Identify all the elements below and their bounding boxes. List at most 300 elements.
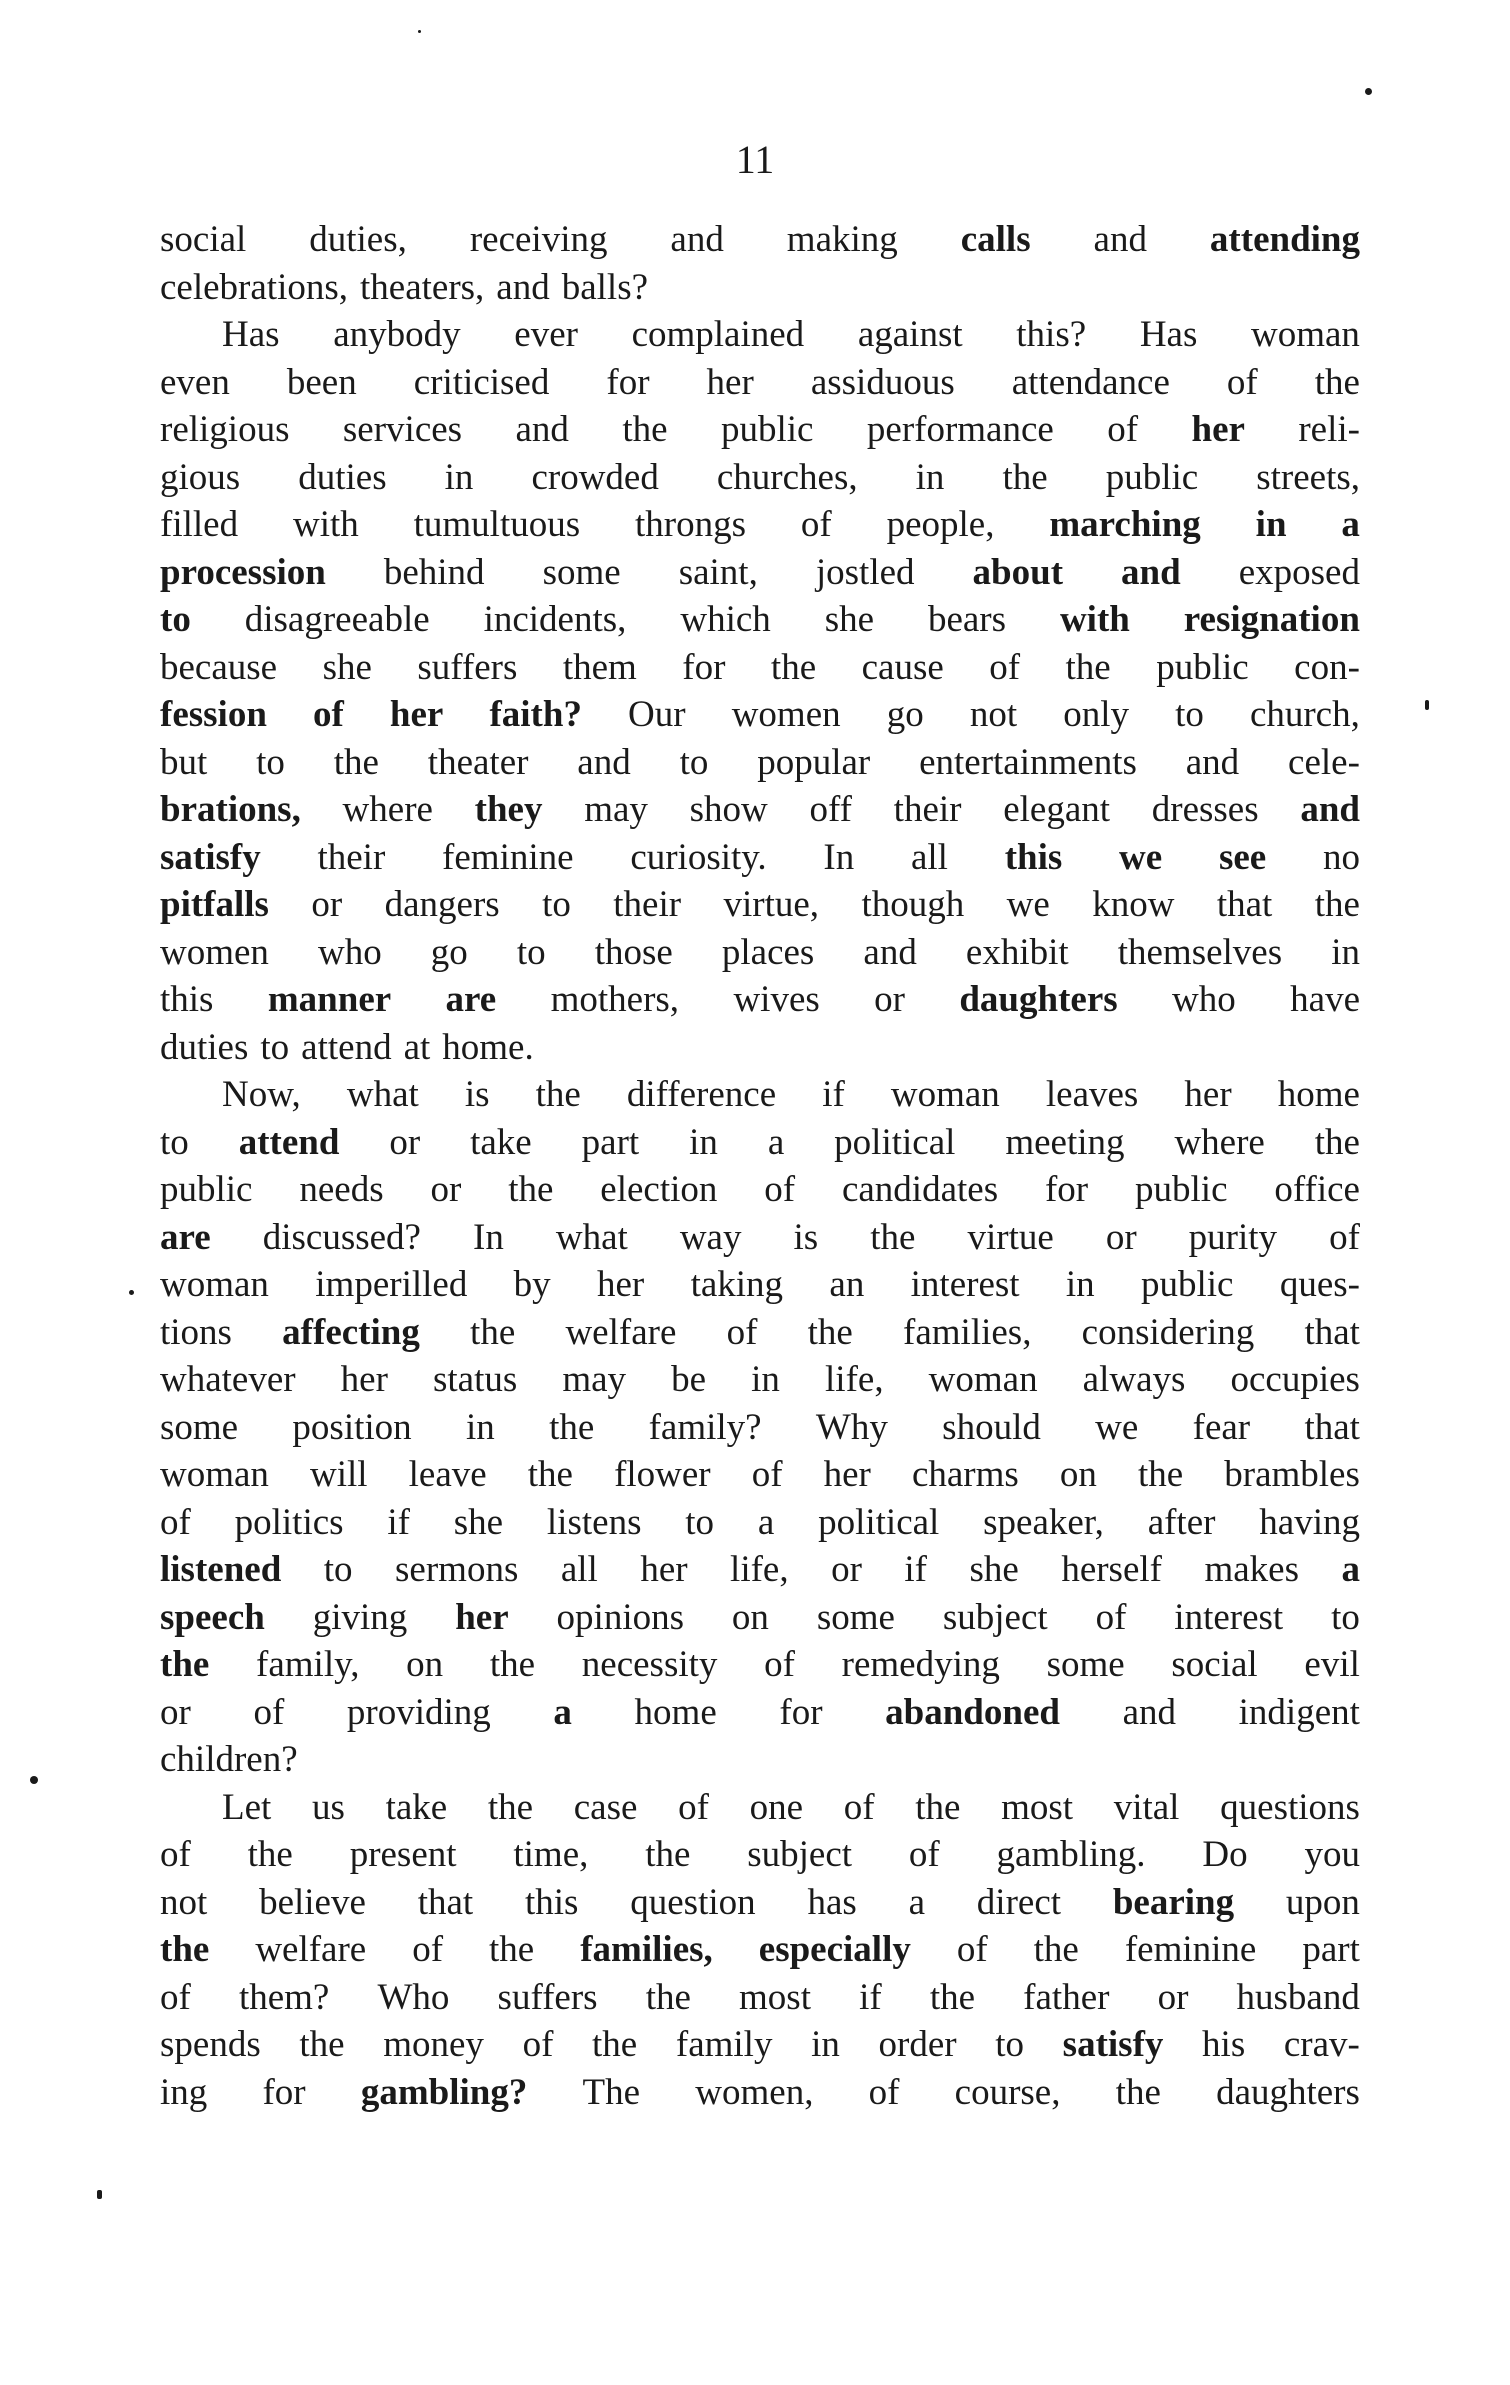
word: women <box>160 931 269 973</box>
word: though <box>861 884 965 925</box>
text-line <box>160 1641 1360 1689</box>
word: ever <box>514 314 578 355</box>
word: opinions <box>556 1596 685 1638</box>
word: her <box>597 1264 645 1305</box>
text-line <box>160 644 1360 692</box>
word: go <box>430 931 468 973</box>
word: most <box>739 1976 811 2018</box>
word: against <box>857 314 963 355</box>
word: know <box>1092 884 1175 925</box>
word: in <box>1255 504 1287 545</box>
text-line <box>160 264 1360 312</box>
word: ques- <box>1279 1264 1360 1305</box>
word: in <box>915 456 945 498</box>
word: criticised <box>413 361 550 403</box>
word: the <box>489 1929 535 1970</box>
word: status <box>433 1359 518 1400</box>
word: has <box>807 1881 857 1923</box>
word: office <box>1274 1169 1360 1210</box>
word: order <box>878 2024 957 2065</box>
word: that <box>1304 1406 1360 1448</box>
word: Do <box>1202 1834 1248 1875</box>
word: the <box>1314 361 1360 403</box>
word: Now, <box>222 1074 301 1115</box>
word: brambles <box>1224 1454 1360 1495</box>
word: woman <box>928 1359 1038 1400</box>
word: political <box>834 1121 956 1163</box>
word: the <box>592 2024 638 2065</box>
word: the <box>1065 646 1111 688</box>
word: in <box>811 2024 840 2065</box>
word: interest <box>1174 1596 1284 1638</box>
word: con- <box>1294 646 1360 688</box>
word: on <box>406 1644 444 1685</box>
word: the <box>489 1644 536 1685</box>
word: or <box>160 1691 191 1733</box>
word: and <box>1122 1691 1177 1733</box>
word: on <box>731 1596 769 1638</box>
page-speck <box>1365 88 1372 95</box>
word: welfare <box>565 1311 677 1353</box>
word: the <box>770 646 817 688</box>
word: in <box>1065 1264 1095 1305</box>
word: receiving <box>469 219 608 260</box>
word: of <box>956 1929 988 1970</box>
word: or <box>389 1121 421 1163</box>
word: crav- <box>1283 2024 1360 2065</box>
word: fear <box>1192 1406 1251 1448</box>
word: to <box>516 931 546 973</box>
word: performance <box>866 409 1054 450</box>
word: believe <box>259 1881 366 1923</box>
word: indigent <box>1238 1691 1360 1733</box>
word: for <box>1044 1169 1089 1210</box>
word: we <box>1119 836 1163 878</box>
word: case <box>573 1786 638 1828</box>
text-line <box>160 1879 1360 1927</box>
word: not <box>160 1881 208 1923</box>
word: she <box>969 1549 1019 1590</box>
word: in <box>465 1406 495 1448</box>
word: spends <box>160 2024 261 2065</box>
word: the <box>1002 456 1048 498</box>
word: go <box>886 694 924 735</box>
word: their <box>893 789 962 830</box>
word: public <box>1105 456 1199 498</box>
word: public <box>160 1169 253 1210</box>
word: political <box>818 1501 940 1543</box>
word: present <box>349 1834 457 1875</box>
word: questions <box>1220 1786 1360 1828</box>
word: that <box>1304 1311 1360 1353</box>
word: of <box>160 1976 191 2018</box>
word: us <box>311 1786 345 1828</box>
word: cele- <box>1288 741 1360 783</box>
word: daughters <box>1216 2071 1360 2113</box>
word: home. <box>442 1026 534 1068</box>
word: a <box>553 1691 572 1733</box>
word: or <box>874 979 905 1020</box>
word: remedying <box>841 1644 1000 1685</box>
page-speck <box>97 2190 102 2199</box>
word: if <box>822 1074 845 1115</box>
text-line <box>160 406 1360 454</box>
word: candidates <box>841 1169 999 1210</box>
word: necessity <box>581 1644 718 1685</box>
word: faith? <box>489 694 582 735</box>
text-line <box>160 929 1360 977</box>
word: are <box>445 979 497 1020</box>
text-line <box>160 976 1360 1024</box>
word: are <box>160 1216 211 1258</box>
word: the <box>299 2024 345 2065</box>
word: of <box>678 1786 709 1828</box>
word: tumultuous <box>413 504 581 545</box>
word: filled <box>160 504 239 545</box>
word: gious <box>160 456 241 498</box>
word: jostled <box>815 551 915 593</box>
word: her <box>340 1359 388 1400</box>
word: balls? <box>561 266 649 308</box>
word: show <box>689 789 768 830</box>
word: women, <box>695 2071 814 2113</box>
word: all <box>910 836 948 878</box>
word: that <box>417 1881 474 1923</box>
word: a <box>1341 1549 1360 1590</box>
word: mothers, <box>550 979 680 1020</box>
text-line <box>160 2021 1360 2069</box>
text-line <box>160 739 1360 787</box>
word: woman <box>160 1454 269 1495</box>
word: Who <box>377 1976 450 2018</box>
word: exposed <box>1238 551 1360 593</box>
word: and <box>670 219 724 260</box>
word: entertainments <box>919 741 1137 783</box>
text-line <box>160 1261 1360 1309</box>
word: this <box>1004 836 1063 878</box>
word: difference <box>626 1074 777 1115</box>
word: to <box>995 2024 1025 2065</box>
word: saint, <box>678 551 758 593</box>
word: and <box>1093 219 1147 260</box>
word: of <box>800 504 832 545</box>
word: listened <box>160 1549 282 1590</box>
page-speck <box>1425 700 1429 710</box>
word: to <box>542 884 571 925</box>
word: the <box>870 1216 916 1258</box>
word: dresses <box>1151 789 1259 830</box>
word: woman <box>890 1074 1000 1115</box>
word: behind <box>383 551 485 593</box>
word: only <box>1063 694 1129 735</box>
word: not <box>969 694 1018 735</box>
word: her <box>640 1549 688 1590</box>
word: some <box>816 1596 895 1638</box>
word: them? <box>238 1976 330 2018</box>
word: always <box>1082 1359 1186 1400</box>
word: purity <box>1188 1216 1278 1258</box>
word: and <box>515 409 569 450</box>
text-line <box>160 549 1360 597</box>
word: to <box>679 741 709 783</box>
word: of <box>1095 1596 1127 1638</box>
word: part <box>1302 1929 1360 1970</box>
word: on <box>1059 1454 1097 1495</box>
word: to <box>685 1501 715 1543</box>
word: welfare <box>255 1929 367 1970</box>
word: public <box>1135 1169 1228 1210</box>
word: satisfy <box>1062 2024 1164 2065</box>
text-line <box>160 1546 1360 1594</box>
word: procession <box>160 551 326 593</box>
text-line <box>160 1119 1360 1167</box>
text-line <box>160 216 1360 264</box>
word: what <box>346 1074 419 1115</box>
word: of <box>764 1644 795 1685</box>
word: her <box>823 1454 871 1495</box>
word: the <box>527 1454 573 1495</box>
word: most <box>1001 1786 1074 1828</box>
word: about <box>972 551 1064 593</box>
word: church, <box>1249 694 1360 735</box>
word: of <box>160 1501 191 1543</box>
word: her <box>1184 1074 1232 1115</box>
word: if <box>904 1549 928 1590</box>
word: to <box>256 741 285 783</box>
word: and <box>1185 741 1240 783</box>
word: makes <box>1204 1549 1299 1590</box>
page-speck <box>418 30 421 33</box>
word: time, <box>513 1834 589 1875</box>
word: may <box>562 1359 627 1400</box>
word: Let <box>222 1786 272 1828</box>
text-line <box>160 1594 1360 1642</box>
word: incidents, <box>483 599 627 640</box>
text-line <box>160 1356 1360 1404</box>
text-line <box>160 1499 1360 1547</box>
word: attending <box>1209 219 1360 260</box>
text-line <box>160 2069 1360 2117</box>
word: and <box>863 931 917 973</box>
word: elegant <box>1003 789 1111 830</box>
text-line <box>160 311 1360 359</box>
word: In <box>473 1216 504 1258</box>
word: off <box>809 789 852 830</box>
word: having <box>1259 1501 1360 1543</box>
word: especially <box>758 1929 911 1970</box>
word: a <box>767 1121 785 1163</box>
word: reli- <box>1298 409 1360 450</box>
word: the <box>160 1929 210 1970</box>
word: question <box>630 1881 756 1923</box>
word: tions <box>160 1311 232 1353</box>
word: whatever <box>160 1359 296 1400</box>
word: those <box>594 931 673 973</box>
word: but <box>160 741 208 783</box>
word: father <box>1023 1976 1110 2018</box>
word: or <box>311 884 343 925</box>
word: of <box>1329 1216 1360 1258</box>
text-line <box>160 1024 1360 1072</box>
word: calls <box>960 219 1031 260</box>
word: the <box>915 1786 961 1828</box>
word: listens <box>546 1501 642 1543</box>
word: public <box>720 409 814 450</box>
word: take <box>470 1121 532 1163</box>
word: of <box>313 694 344 735</box>
text-line <box>160 1071 1360 1119</box>
word: of <box>843 1786 875 1828</box>
word: woman <box>1251 314 1360 355</box>
word: who <box>318 931 382 973</box>
text-line <box>160 691 1360 739</box>
word: attendance <box>1011 361 1170 403</box>
word: Has <box>1139 314 1198 355</box>
word: may <box>584 789 648 830</box>
word: that <box>1216 884 1273 925</box>
word: flower <box>614 1454 711 1495</box>
word: where <box>1174 1121 1265 1163</box>
word: duties <box>298 456 387 498</box>
word: satisfy <box>160 836 261 878</box>
word: the <box>645 1834 691 1875</box>
word: making <box>786 219 898 260</box>
word: to <box>160 1121 189 1163</box>
text-line <box>160 1309 1360 1357</box>
word: husband <box>1236 1976 1360 2018</box>
word: their <box>613 884 682 925</box>
word: subject <box>942 1596 1048 1638</box>
word: a <box>757 1501 775 1543</box>
word: to <box>1331 1596 1360 1638</box>
word: speaker, <box>983 1501 1104 1543</box>
word: if <box>387 1501 410 1543</box>
word: politics <box>234 1501 344 1543</box>
word: at <box>403 1026 431 1068</box>
word: public <box>1156 646 1249 688</box>
word: leaves <box>1045 1074 1139 1115</box>
word: home <box>1277 1074 1360 1115</box>
word: family, <box>256 1644 360 1685</box>
word: to <box>260 1026 290 1068</box>
word: resignation <box>1183 599 1360 640</box>
word: them <box>562 646 637 688</box>
word: dangers <box>384 884 500 925</box>
word: of <box>160 1834 191 1875</box>
word: you <box>1304 1834 1360 1875</box>
word: daughters <box>959 979 1118 1020</box>
word: in <box>751 1359 780 1400</box>
word: Why <box>815 1406 888 1448</box>
word: herself <box>1061 1549 1162 1590</box>
word: for <box>606 361 650 403</box>
word: to <box>323 1549 353 1590</box>
text-line <box>160 1926 1360 1974</box>
word: the <box>487 1786 534 1828</box>
word: attend <box>301 1026 392 1068</box>
word: way <box>679 1216 742 1258</box>
word: social <box>1171 1644 1258 1685</box>
word: she <box>824 599 875 640</box>
word: where <box>342 789 433 830</box>
word: her <box>706 361 754 403</box>
word: in <box>689 1121 718 1163</box>
text-line <box>160 1974 1360 2022</box>
word: of <box>1107 409 1139 450</box>
word: suffers <box>417 646 518 688</box>
word: of <box>253 1691 285 1733</box>
word: of <box>751 1454 783 1495</box>
word: sermons <box>395 1549 519 1590</box>
word: or <box>831 1549 862 1590</box>
word: people, <box>886 504 995 545</box>
word: money <box>383 2024 484 2065</box>
word: considering <box>1081 1311 1255 1353</box>
word: the <box>622 409 668 450</box>
word: churches, <box>716 456 858 498</box>
word: of <box>908 1834 940 1875</box>
word: be <box>671 1359 707 1400</box>
word: Our <box>628 694 686 735</box>
word: the <box>929 1976 976 2018</box>
word: curiosity. <box>630 836 767 878</box>
word: they <box>474 789 543 830</box>
word: life, <box>825 1359 884 1400</box>
word: have <box>1290 979 1360 1020</box>
word: what <box>555 1216 628 1258</box>
word: religious <box>160 409 290 450</box>
word: and <box>496 266 550 308</box>
text-line <box>160 501 1360 549</box>
word: the <box>247 1834 293 1875</box>
word: some <box>160 1406 239 1448</box>
word: should <box>942 1406 1041 1448</box>
word: if <box>859 1976 882 2018</box>
word: in <box>444 456 474 498</box>
word: providing <box>346 1691 491 1733</box>
word: or <box>1157 1976 1189 2018</box>
word: one <box>749 1786 804 1828</box>
word: charms <box>911 1454 1019 1495</box>
text-line <box>160 1784 1360 1832</box>
word: for <box>262 2071 306 2113</box>
word: speech <box>160 1596 265 1638</box>
word: places <box>721 931 815 973</box>
word: gambling. <box>996 1834 1146 1875</box>
word: or <box>430 1169 462 1210</box>
word: home <box>634 1691 717 1733</box>
word: the <box>508 1169 554 1210</box>
word: of <box>764 1169 796 1210</box>
word: services <box>342 409 463 450</box>
word: she <box>322 646 372 688</box>
word: or <box>1105 1216 1137 1258</box>
word: for <box>779 1691 823 1733</box>
word: virtue, <box>723 884 820 925</box>
text-line <box>160 454 1360 502</box>
word: this <box>524 1881 579 1923</box>
text-line <box>160 1831 1360 1879</box>
word: brations, <box>160 789 301 830</box>
word: a <box>908 1881 925 1923</box>
word: attend <box>238 1121 340 1163</box>
word: fession <box>160 694 267 735</box>
word: this? <box>1016 314 1087 355</box>
word: an <box>829 1264 865 1305</box>
word: marching <box>1049 504 1201 545</box>
word: the <box>807 1311 853 1353</box>
page-speck <box>30 1776 38 1784</box>
